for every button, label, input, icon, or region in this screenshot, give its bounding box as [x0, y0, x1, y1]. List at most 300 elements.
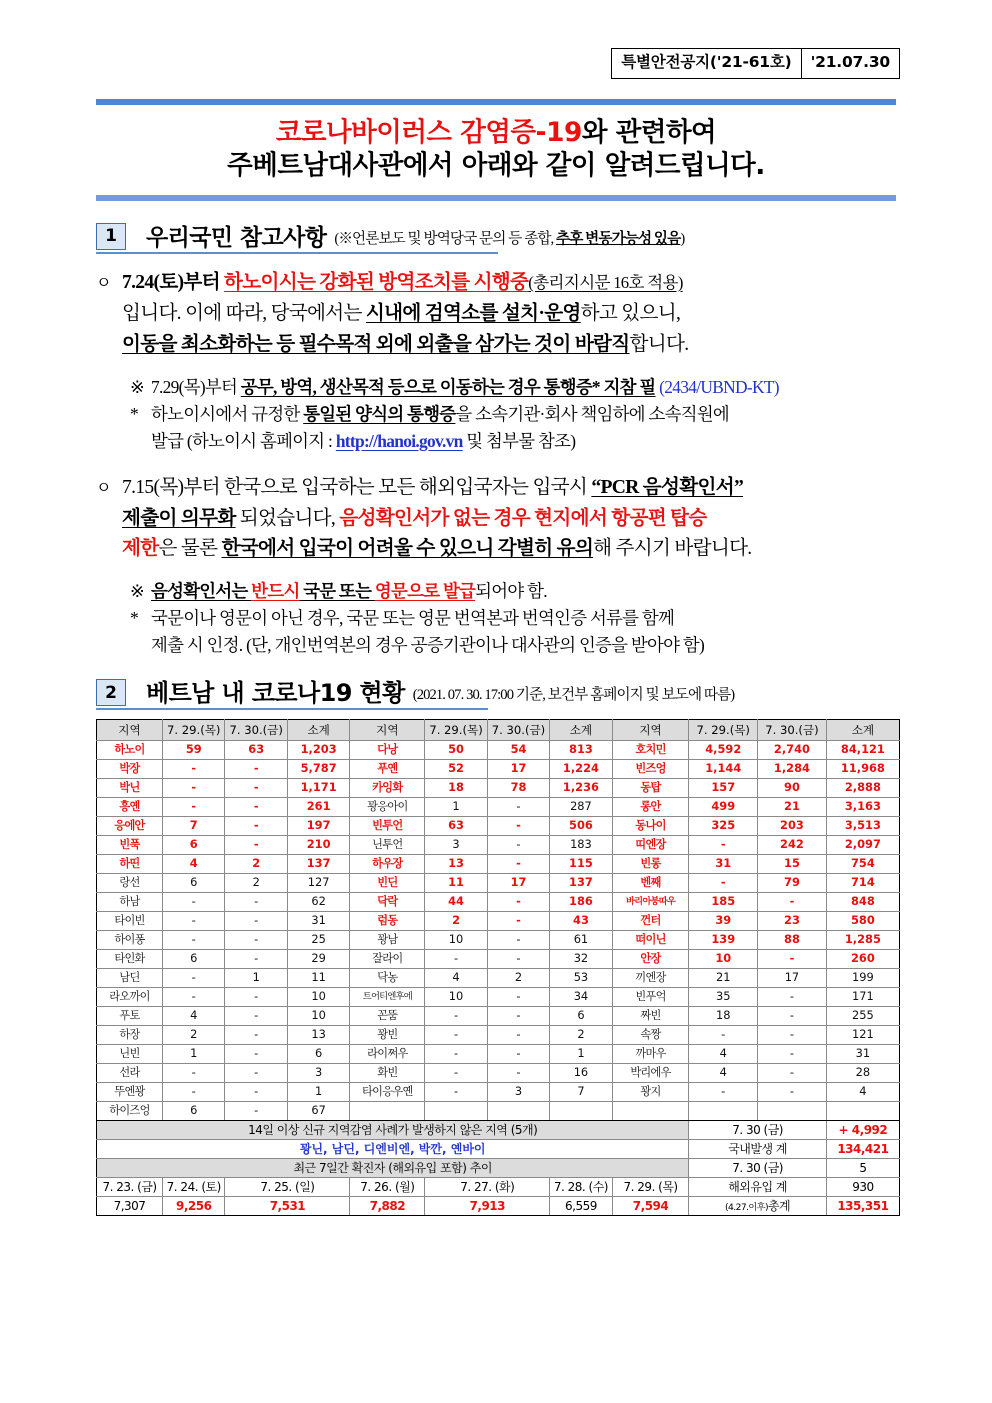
- region-value-cell: 29: [287, 950, 349, 969]
- region-name-cell: 트어티엔후에: [350, 988, 425, 1007]
- daily-new-value: + 4,992: [826, 1121, 899, 1140]
- title-line1-rest: 와 관련하여: [581, 116, 717, 148]
- b1-l2c: 하고 있으니,: [580, 302, 681, 324]
- note-2-marker: *: [130, 403, 138, 424]
- region-name-cell: 꽝지: [612, 1083, 689, 1102]
- region-name-cell: 박리에우: [612, 1064, 689, 1083]
- imported-total-label: 해외유입 계: [689, 1178, 826, 1197]
- region-name-cell: 벤째: [612, 874, 689, 893]
- region-name-cell: 롱안: [612, 798, 689, 817]
- region-value-cell: 115: [550, 855, 612, 874]
- region-value-cell: 3: [487, 1083, 549, 1102]
- region-value-cell: 6: [163, 950, 225, 969]
- region-value-cell: -: [487, 1026, 549, 1045]
- n2a: 하노이시에서 규정한: [151, 403, 304, 424]
- region-value-cell: -: [758, 1083, 827, 1102]
- bullet-1-text: [122, 268, 900, 361]
- region-value-cell: 506: [550, 817, 612, 836]
- region-name-cell: 응에안: [97, 817, 163, 836]
- region-value-cell: 242: [758, 836, 827, 855]
- b2-l3b: 한국에서 입국이 어려울 수 있으니 각별히 유의: [221, 538, 594, 560]
- table-header-cell: 지역: [612, 720, 689, 741]
- page-title: [96, 105, 896, 195]
- table-header-cell: 7. 30.(금): [225, 720, 287, 741]
- b1-seg3: (총리지시문 16호 적용): [528, 272, 683, 292]
- region-name-cell: 꽝남: [350, 931, 425, 950]
- table-header-cell: 7. 30.(금): [487, 720, 549, 741]
- b1-l2a: 입니다. 이에 따라, 당국에서는: [122, 302, 366, 324]
- region-value-cell: -: [225, 1083, 287, 1102]
- table-row: [97, 988, 900, 1007]
- region-name-cell: 속짱: [612, 1026, 689, 1045]
- n3a: 음성확인서는: [151, 581, 252, 602]
- region-value-cell: 31: [689, 855, 758, 874]
- region-value-cell: -: [225, 912, 287, 931]
- region-value-cell: 63: [425, 817, 487, 836]
- hanoi-gov-link[interactable]: http://hanoi.gov.vn: [335, 430, 463, 451]
- region-value-cell: -: [487, 893, 549, 912]
- region-value-cell: -: [689, 1083, 758, 1102]
- b2-l3red: 제한: [122, 538, 159, 560]
- table-row: [97, 741, 900, 760]
- region-value-cell: 88: [758, 931, 827, 950]
- grand-total-label: [689, 1197, 826, 1216]
- region-value-cell: 1: [550, 1045, 612, 1064]
- covid-status-table-wrap: [0, 719, 992, 1216]
- note-2-text: [151, 401, 900, 455]
- region-value-cell: 139: [689, 931, 758, 950]
- region-name-cell: 타이응우옌: [350, 1083, 425, 1102]
- region-value-cell: 754: [826, 855, 899, 874]
- region-value-cell: 17: [487, 874, 549, 893]
- note-1: [130, 374, 900, 401]
- n3c: 국문 또는: [299, 581, 375, 602]
- region-name-cell: 선라: [97, 1064, 163, 1083]
- section-1-underline: [96, 252, 498, 254]
- region-value-cell: 1,236: [550, 779, 612, 798]
- summary-row-week-values: [97, 1197, 900, 1216]
- region-value-cell: -: [487, 1045, 549, 1064]
- week-value-cell: 7,307: [97, 1197, 163, 1216]
- n3b: 반드시: [251, 581, 300, 602]
- region-name-cell: [612, 1102, 689, 1121]
- week-value-cell: 7,594: [612, 1197, 689, 1216]
- region-value-cell: -: [758, 1045, 827, 1064]
- region-value-cell: -: [425, 1007, 487, 1026]
- table-row: [97, 798, 900, 817]
- region-value-cell: 2: [425, 912, 487, 931]
- region-value-cell: 4: [425, 969, 487, 988]
- b2-l3a: 은 물론: [158, 538, 222, 560]
- region-value-cell: 137: [550, 874, 612, 893]
- region-value-cell: -: [163, 1083, 225, 1102]
- region-value-cell: 84,121: [826, 741, 899, 760]
- table-header-cell: 7. 29.(목): [163, 720, 225, 741]
- bullet-2: [96, 473, 900, 566]
- region-value-cell: 21: [689, 969, 758, 988]
- region-value-cell: [487, 1102, 549, 1121]
- region-name-cell: 빈푹: [97, 836, 163, 855]
- table-body: [97, 741, 900, 1121]
- domestic-total-label: 국내발생 계: [689, 1140, 826, 1159]
- region-value-cell: 10: [287, 988, 349, 1007]
- region-name-cell: 타이빈: [97, 912, 163, 931]
- bullet-2-text: [122, 473, 900, 566]
- region-value-cell: -: [487, 1064, 549, 1083]
- region-value-cell: -: [225, 1026, 287, 1045]
- region-name-cell: 푸옌: [350, 760, 425, 779]
- region-value-cell: -: [758, 1064, 827, 1083]
- region-value-cell: 18: [425, 779, 487, 798]
- region-value-cell: -: [425, 1064, 487, 1083]
- region-name-cell: 다낭: [350, 741, 425, 760]
- table-row: [97, 760, 900, 779]
- n2l2a: 발급 (하노이시 홈페이지 :: [151, 430, 336, 451]
- region-name-cell: 카잉화: [350, 779, 425, 798]
- region-value-cell: 61: [550, 931, 612, 950]
- region-value-cell: 3: [425, 836, 487, 855]
- bullet-1: [96, 268, 900, 361]
- region-value-cell: 186: [550, 893, 612, 912]
- notice-stamp-bar: [0, 0, 992, 79]
- table-row: [97, 950, 900, 969]
- region-value-cell: -: [689, 1026, 758, 1045]
- region-name-cell: 꽝빈: [350, 1026, 425, 1045]
- region-name-cell: 라오까이: [97, 988, 163, 1007]
- region-name-cell: 잘라이: [350, 950, 425, 969]
- region-value-cell: 78: [487, 779, 549, 798]
- table-header-cell: 지역: [350, 720, 425, 741]
- region-value-cell: 13: [287, 1026, 349, 1045]
- region-name-cell: [350, 1102, 425, 1121]
- summary-row-isolated-regions: [97, 1121, 900, 1140]
- region-value-cell: -: [225, 760, 287, 779]
- region-value-cell: -: [163, 969, 225, 988]
- region-value-cell: -: [487, 836, 549, 855]
- region-value-cell: 3,513: [826, 817, 899, 836]
- region-value-cell: -: [758, 988, 827, 1007]
- section-2-underline: [96, 708, 488, 710]
- note-4-marker: *: [130, 608, 138, 629]
- region-value-cell: 53: [550, 969, 612, 988]
- region-value-cell: -: [225, 988, 287, 1007]
- week-date-cell: 7. 27. (화): [425, 1178, 550, 1197]
- region-value-cell: 10: [689, 950, 758, 969]
- table-row: [97, 817, 900, 836]
- region-value-cell: 10: [425, 988, 487, 1007]
- region-value-cell: -: [487, 931, 549, 950]
- imported-daily-value: 5: [826, 1159, 899, 1178]
- region-value-cell: 11: [425, 874, 487, 893]
- title-line1-red: 코로나바이러스 감염증-19: [275, 116, 582, 148]
- note-group-1: [130, 374, 900, 455]
- region-value-cell: -: [689, 874, 758, 893]
- region-name-cell: 짜빈: [612, 1007, 689, 1026]
- n2l2b: 및 첨부물 참조): [462, 430, 576, 451]
- region-value-cell: -: [225, 1045, 287, 1064]
- region-name-cell: 빈딘: [350, 874, 425, 893]
- region-value-cell: 11,968: [826, 760, 899, 779]
- table-header-cell: 7. 29.(목): [425, 720, 487, 741]
- b2-l2red: 음성확인서가 없는 경우 현지에서 항공편 탑승: [339, 507, 707, 529]
- region-value-cell: 499: [689, 798, 758, 817]
- b2-l1b: “PCR 음성확인서”: [591, 476, 744, 498]
- n3d: 영문으로 발급: [374, 581, 476, 602]
- region-name-cell: 끼엔장: [612, 969, 689, 988]
- table-row: [97, 855, 900, 874]
- region-value-cell: 13: [425, 855, 487, 874]
- note-3-text: [151, 578, 900, 605]
- region-value-cell: 11: [287, 969, 349, 988]
- region-name-cell: 박장: [97, 760, 163, 779]
- region-value-cell: 4: [826, 1083, 899, 1102]
- region-name-cell: 하남: [97, 893, 163, 912]
- region-value-cell: 4: [689, 1064, 758, 1083]
- section-1-note: (※언론보도 및 방역당국 문의 등 종합, 추후 변동가능성 있음): [334, 230, 685, 247]
- region-value-cell: 31: [287, 912, 349, 931]
- region-value-cell: -: [163, 893, 225, 912]
- region-value-cell: 6: [163, 836, 225, 855]
- region-value-cell: 1,224: [550, 760, 612, 779]
- region-name-cell: 하노이: [97, 741, 163, 760]
- week-value-cell: 7,913: [425, 1197, 550, 1216]
- region-value-cell: -: [163, 912, 225, 931]
- table-summary: [97, 1121, 900, 1216]
- region-name-cell: 화빈: [350, 1064, 425, 1083]
- week-value-cell: 9,256: [163, 1197, 225, 1216]
- section-2-title: 베트남 내 코로나19 현황: [146, 679, 405, 708]
- region-name-cell: 박닌: [97, 779, 163, 798]
- region-value-cell: [826, 1102, 899, 1121]
- region-value-cell: 3,163: [826, 798, 899, 817]
- table-row: [97, 836, 900, 855]
- region-value-cell: 2,097: [826, 836, 899, 855]
- region-value-cell: 6: [163, 874, 225, 893]
- table-header-cell: 소계: [287, 720, 349, 741]
- table-row: [97, 931, 900, 950]
- region-value-cell: 1,203: [287, 741, 349, 760]
- region-value-cell: 28: [826, 1064, 899, 1083]
- imported-total-value: 930: [826, 1178, 899, 1197]
- region-value-cell: 2: [163, 1026, 225, 1045]
- region-name-cell: 안장: [612, 950, 689, 969]
- region-value-cell: 2: [487, 969, 549, 988]
- region-value-cell: -: [758, 1007, 827, 1026]
- region-name-cell: 럼동: [350, 912, 425, 931]
- region-value-cell: -: [487, 798, 549, 817]
- region-value-cell: 16: [550, 1064, 612, 1083]
- region-name-cell: 하장: [97, 1026, 163, 1045]
- region-value-cell: 261: [287, 798, 349, 817]
- region-name-cell: 닥락: [350, 893, 425, 912]
- section-1-title: 우리국민 참고사항: [146, 224, 327, 251]
- region-value-cell: -: [487, 1007, 549, 1026]
- summary-row-isolated-region-names: [97, 1140, 900, 1159]
- notice-stamp: [611, 48, 900, 79]
- region-value-cell: -: [425, 1083, 487, 1102]
- b1-l2b: 시내에 검역소를 설치·운영: [365, 302, 581, 324]
- week-date-cell: 7. 23. (금): [97, 1178, 163, 1197]
- region-name-cell: 하이퐁: [97, 931, 163, 950]
- region-value-cell: 580: [826, 912, 899, 931]
- b2-l2b: 되었습니다,: [235, 507, 340, 529]
- region-value-cell: -: [163, 760, 225, 779]
- isolated-region-names: 꽝닌, 남딘, 디엔비엔, 박깐, 옌바이: [97, 1140, 689, 1159]
- region-value-cell: -: [225, 893, 287, 912]
- note-2: [130, 401, 900, 455]
- region-value-cell: -: [758, 893, 827, 912]
- region-value-cell: 185: [689, 893, 758, 912]
- region-name-cell: 동탑: [612, 779, 689, 798]
- region-value-cell: 4,592: [689, 741, 758, 760]
- region-value-cell: 17: [487, 760, 549, 779]
- notice-label: 특별안전공지('21-61호): [621, 53, 792, 71]
- weekly-trend-label: 최근 7일간 확진자 (해외유입 포함) 추이: [97, 1159, 689, 1178]
- region-value-cell: 90: [758, 779, 827, 798]
- week-date-cell: 7. 25. (일): [225, 1178, 350, 1197]
- region-value-cell: 203: [758, 817, 827, 836]
- region-value-cell: 6: [287, 1045, 349, 1064]
- region-value-cell: -: [487, 950, 549, 969]
- region-value-cell: 63: [225, 741, 287, 760]
- b1-l3b: 합니다.: [629, 333, 689, 355]
- section-2-header: [96, 679, 900, 706]
- region-value-cell: 127: [287, 874, 349, 893]
- region-name-cell: 하띤: [97, 855, 163, 874]
- region-value-cell: 2: [225, 874, 287, 893]
- region-value-cell: 1,284: [758, 760, 827, 779]
- n2b: 통일된 양식의 통행증: [303, 403, 456, 424]
- b2-l3c: 해 주시기 바랍니다.: [593, 538, 752, 560]
- region-value-cell: 59: [163, 741, 225, 760]
- region-name-cell: 동나이: [612, 817, 689, 836]
- region-value-cell: 121: [826, 1026, 899, 1045]
- region-value-cell: 210: [287, 836, 349, 855]
- region-value-cell: 10: [425, 931, 487, 950]
- region-value-cell: -: [225, 1064, 287, 1083]
- region-value-cell: 1,285: [826, 931, 899, 950]
- region-value-cell: 3: [287, 1064, 349, 1083]
- table-row: [97, 893, 900, 912]
- region-value-cell: 2,888: [826, 779, 899, 798]
- n1a: 7.29(목)부터: [151, 376, 241, 397]
- region-value-cell: 67: [287, 1102, 349, 1121]
- section-1: [0, 223, 992, 660]
- region-value-cell: [425, 1102, 487, 1121]
- note-4-text: [151, 605, 900, 659]
- region-value-cell: [689, 1102, 758, 1121]
- region-value-cell: 10: [287, 1007, 349, 1026]
- n4l1: 국문이나 영문이 아닌 경우, 국문 또는 영문 번역본과 번역인증 서류를 함께: [151, 608, 675, 629]
- b1-seg1: 7.24(토)부터: [122, 271, 225, 293]
- region-value-cell: 25: [287, 931, 349, 950]
- table-row: [97, 1026, 900, 1045]
- section-2-note: (2021. 07. 30. 17:00 기준, 보건부 홈페이지 및 보도에 따름): [412, 687, 735, 704]
- region-name-cell: 타인화: [97, 950, 163, 969]
- region-value-cell: -: [225, 931, 287, 950]
- region-name-cell: 닌투언: [350, 836, 425, 855]
- region-value-cell: 6: [163, 1102, 225, 1121]
- region-name-cell: 빈즈엉: [612, 760, 689, 779]
- region-value-cell: 17: [758, 969, 827, 988]
- table-header-row: [97, 720, 900, 741]
- region-name-cell: 바리아붕따우: [612, 893, 689, 912]
- region-value-cell: -: [225, 950, 287, 969]
- section-1-number: 1: [96, 223, 126, 250]
- region-value-cell: 1,171: [287, 779, 349, 798]
- table-header-cell: 지역: [97, 720, 163, 741]
- region-value-cell: -: [487, 988, 549, 1007]
- region-value-cell: -: [163, 798, 225, 817]
- week-value-cell: 7,882: [350, 1197, 425, 1216]
- region-name-cell: 떠이닌: [612, 931, 689, 950]
- region-value-cell: 4: [163, 1007, 225, 1026]
- note-4: [130, 605, 900, 659]
- region-name-cell: 랑선: [97, 874, 163, 893]
- table-row: [97, 1064, 900, 1083]
- region-value-cell: 6: [550, 1007, 612, 1026]
- b1-l3a: 이동을 최소화하는 등 필수목적 외에 외출을 삼가는 것이 바람직: [122, 333, 630, 355]
- table-row: [97, 779, 900, 798]
- region-value-cell: 7: [163, 817, 225, 836]
- table-row: [97, 874, 900, 893]
- region-value-cell: 7: [550, 1083, 612, 1102]
- region-name-cell: 푸토: [97, 1007, 163, 1026]
- summary-row-week-dates: [97, 1178, 900, 1197]
- summary-row-weekly-trend-header: [97, 1159, 900, 1178]
- region-value-cell: 325: [689, 817, 758, 836]
- table-header-cell: 소계: [550, 720, 612, 741]
- table-row: [97, 1083, 900, 1102]
- region-value-cell: -: [225, 779, 287, 798]
- n3e: 되어야 함.: [475, 581, 547, 602]
- region-value-cell: 4: [689, 1045, 758, 1064]
- region-name-cell: 라이쩌우: [350, 1045, 425, 1064]
- week-date-cell: 7. 29. (목): [612, 1178, 689, 1197]
- region-name-cell: 꼰뚬: [350, 1007, 425, 1026]
- notice-date: '21.07.30: [801, 49, 899, 78]
- region-value-cell: 39: [689, 912, 758, 931]
- section-1-header: [96, 223, 900, 250]
- region-name-cell: 하우장: [350, 855, 425, 874]
- table-header-cell: 7. 29.(목): [689, 720, 758, 741]
- region-value-cell: 255: [826, 1007, 899, 1026]
- region-value-cell: 197: [287, 817, 349, 836]
- imported-date-label: 7. 30 (금): [689, 1159, 826, 1178]
- region-value-cell: 1: [425, 798, 487, 817]
- region-value-cell: 171: [826, 988, 899, 1007]
- b2-l1a: 7.15(목)부터 한국으로 입국하는 모든 해외입국자는 입국시: [122, 476, 592, 498]
- region-value-cell: 31: [826, 1045, 899, 1064]
- region-value-cell: 1: [287, 1083, 349, 1102]
- region-value-cell: 50: [425, 741, 487, 760]
- region-name-cell: 빈투언: [350, 817, 425, 836]
- region-value-cell: -: [758, 950, 827, 969]
- table-row: [97, 1007, 900, 1026]
- region-name-cell: 남딘: [97, 969, 163, 988]
- week-date-cell: 7. 24. (토): [163, 1178, 225, 1197]
- region-value-cell: -: [225, 817, 287, 836]
- region-value-cell: -: [487, 912, 549, 931]
- region-value-cell: -: [225, 1102, 287, 1121]
- region-value-cell: [550, 1102, 612, 1121]
- region-value-cell: 54: [487, 741, 549, 760]
- section-2-number: 2: [96, 679, 126, 706]
- b1-seg2: 하노이시는 강화된 방역조치를 시행중: [224, 271, 529, 293]
- region-value-cell: 34: [550, 988, 612, 1007]
- region-value-cell: 21: [758, 798, 827, 817]
- region-value-cell: 5,787: [287, 760, 349, 779]
